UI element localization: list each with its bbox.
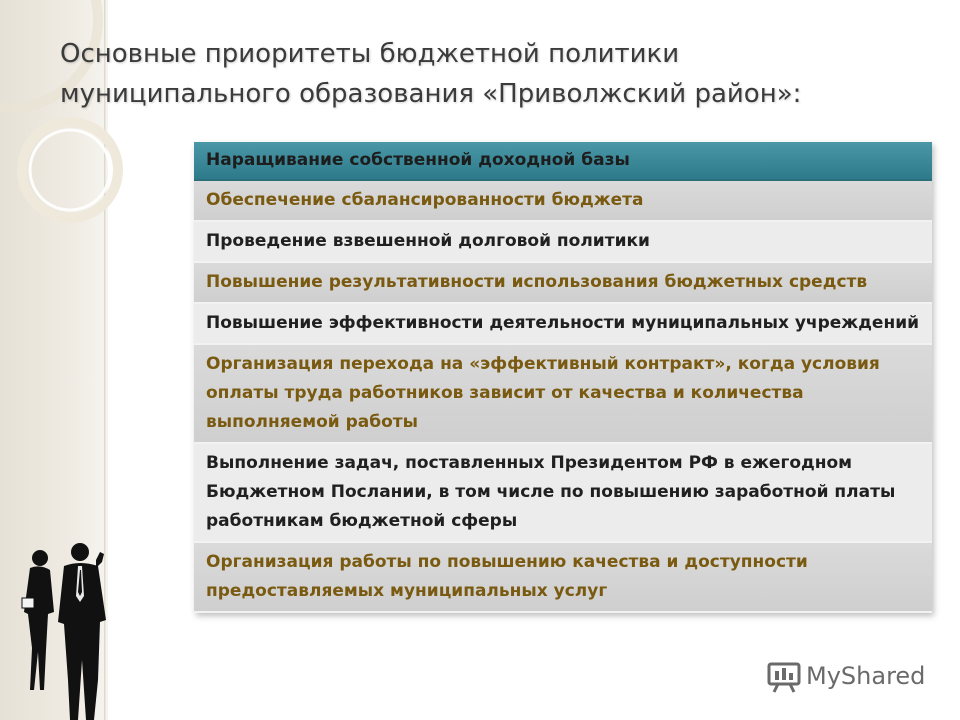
title-line-1: Основные приоритеты бюджетной политики — [60, 39, 680, 69]
business-people-silhouette — [18, 540, 110, 720]
title-line-2: муниципального образования «Приволжский район»: — [60, 79, 802, 109]
table-row — [194, 142, 932, 181]
table-row — [194, 222, 932, 263]
priorities-table — [194, 142, 932, 613]
row-text: Проведение взвешенной долговой политики — [206, 231, 650, 251]
table-row — [194, 181, 932, 222]
row-text: Организация работы по повышению качества и доступности предоставляемых муниципальных услуг — [206, 552, 808, 601]
myshared-watermark — [766, 656, 925, 696]
table-row — [194, 263, 932, 304]
row-text: Выполнение задач, поставленных Президентом РФ в ежегодном Бюджетном Послании, в том числе по повышению заработной платы работникам бюджетной сферы — [206, 453, 896, 531]
row-text: Повышение эффективности деятельности муниципальных учреждений — [206, 313, 920, 333]
table-row — [194, 304, 932, 345]
row-text: Обеспечение сбалансированности бюджета — [206, 190, 644, 210]
row-text: Наращивание собственной доходной базы — [206, 150, 630, 170]
watermark-text: MyShared — [806, 662, 926, 690]
table-row — [194, 345, 932, 444]
page-title — [60, 34, 920, 114]
table-row — [194, 444, 932, 543]
table-row — [194, 543, 932, 613]
row-text: Организация перехода на «эффективный контракт», когда условия оплаты труда работников зависит от качества и количества выполняемой работы — [206, 354, 880, 432]
row-text: Повышение результативности использования бюджетных средств — [206, 272, 868, 292]
presentation-board-icon — [766, 658, 802, 694]
